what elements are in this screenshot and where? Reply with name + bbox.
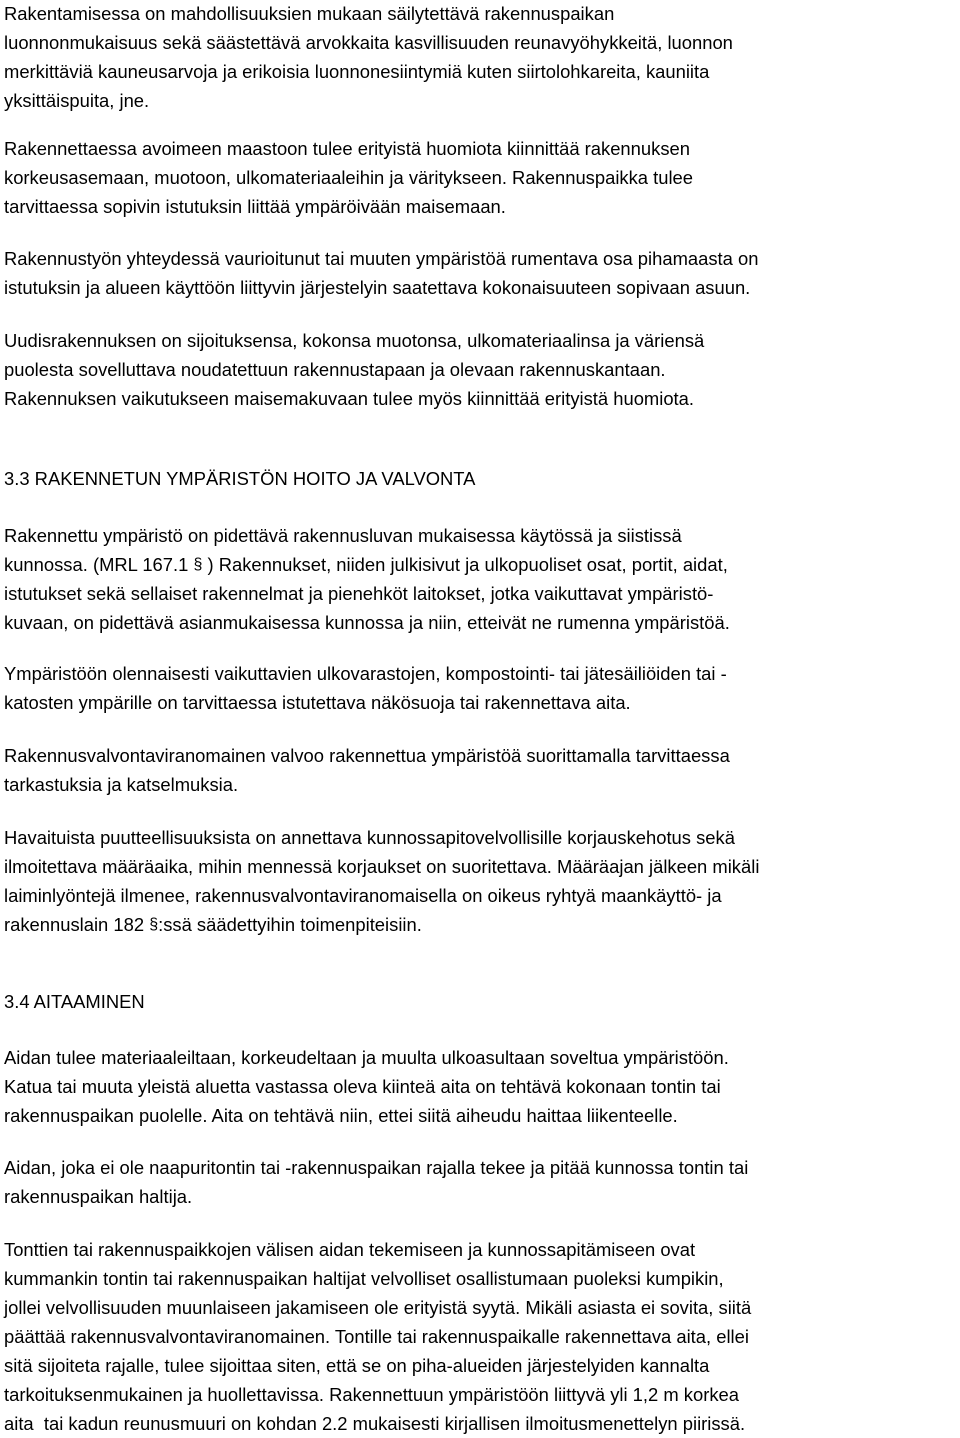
text-line [4,550,730,579]
paragraph-open-terrain [4,134,693,221]
text-fragment: ) Rakennukset, niiden julkisivut ja ulkopuoliset osat, portit, aidat, [202,554,728,575]
paragraph-preservation [4,0,733,115]
text-fragment: kunnossa. (MRL 167.1 [4,554,194,575]
text-line: tarkoituksenmukainen ja huollettavissa. Rakennettuun ympäristöön liittyvä yli 1,2 m korkea [4,1384,739,1405]
text-line: rakennuspaikan haltija. [4,1186,193,1207]
section-heading-3-4: 3.4 AITAAMINEN [4,991,145,1012]
paragraph-shared-fence [4,1235,751,1438]
text-line: rakennuspaikan puolelle. Aita on tehtävä niin, ettei siitä aiheudu haittaa liikenteelle. [4,1105,678,1126]
text-line: sitä sijoiteta rajalle, tulee sijoittaa siten, että se on piha-alueiden järjestelyiden kannalta [4,1355,710,1376]
text-line: jollei velvollisuuden muunlaiseen jakamiseen ole erityistä syytä. Mikäli asiasta ei sovita, siitä [4,1297,752,1318]
text-line: Rakentamisessa on mahdollisuuksien mukaan säilytettävä rakennuspaikan [4,3,615,24]
text-line: tarkastuksia ja katselmuksia. [4,774,239,795]
text-fragment: rakennuslain 182 [4,914,150,935]
text-line: Aidan, joka ei ole naapuritontin tai -rakennuspaikan rajalla tekee ja pitää kunnossa tontin tai [4,1157,749,1178]
text-line: Havaituista puutteellisuuksista on annettava kunnossapitovelvollisille korjauskehotus sekä [4,827,735,848]
text-line: Rakennettaessa avoimeen maastoon tulee erityistä huomiota kiinnittää rakennuksen [4,138,690,159]
text-line: kummankin tontin tai rakennuspaikan haltijat velvolliset osallistumaan puoleksi kumpikin, [4,1268,724,1289]
text-line: päättää rakennusvalvontaviranomainen. Tontille tai rakennuspaikalle rakennettava aita, ellei [4,1326,749,1347]
text-line: istutukset sekä sellaiset rakennelmat ja pienehköt laitokset, jotka vaikuttavat ympäristö- [4,583,714,604]
text-line: kuvaan, on pidettävä asianmukaisessa kunnossa ja niin, etteivät ne rumenna ympäristöä. [4,612,730,633]
text-line: korkeusasemaan, muotoon, ulkomateriaaleihin ja väritykseen. Rakennuspaikka tulee [4,167,694,188]
paragraph-fence-material [4,1043,729,1130]
paragraph-new-building [4,326,704,413]
text-line: tarvittaessa sopivin istutuksin liittää ympäröivään maisemaan. [4,196,506,217]
text-line: Tonttien tai rakennuspaikkojen välisen aidan tekemiseen ja kunnossapitämiseen ovat [4,1239,696,1260]
text-line: yksittäispuita, jne. [4,90,150,111]
text-line [4,910,759,939]
text-line: luonnonmukaisuus sekä säästettävä arvokkaita kasvillisuuden reunavyöhykkeitä, luonnon [4,32,733,53]
text-line: puolesta sovelluttava noudatettuun rakennustapaan ja olevaan rakennuskantaan. [4,359,666,380]
text-line: ilmoitettava määräaika, mihin mennessä korjaukset on suoritettava. Määräajan jälkeen mikäli [4,856,760,877]
paragraph-outdoor-storage [4,659,727,717]
text-line: Rakennuksen vaikutukseen maisemakuvaan tulee myös kiinnittää erityistä huomiota. [4,388,695,409]
text-line: Aidan tulee materiaaleiltaan, korkeudeltaan ja muulta ulkoasultaan soveltua ympäristöön. [4,1047,729,1068]
section-sign: § [149,916,159,933]
text-line: Rakennusvalvontaviranomainen valvoo rakennettua ympäristöä suorittamalla tarvittaessa [4,745,730,766]
paragraph-damaged-yard [4,244,758,302]
text-line: istutuksin ja alueen käyttöön liittyvin järjestelyin saatettava kokonaisuuteen sopivaan asuun. [4,277,751,298]
text-fragment: :ssä säädettyihin toimenpiteisiin. [158,914,422,935]
text-line: laiminlyöntejä ilmenee, rakennusvalvontaviranomaisella on oikeus ryhtyä maankäyttö- ja [4,885,722,906]
text-line: merkittäviä kauneusarvoja ja erikoisia luonnonesiintymiä kuten siirtolohkareita, kauniita [4,61,710,82]
text-line: katosten ympärille on tarvittaessa istutettava näkösuoja tai rakennettava aita. [4,692,631,713]
text-line: Rakennustyön yhteydessä vaurioitunut tai muuten ympäristöä rumentava osa pihamaasta on [4,248,759,269]
section-heading-3-3: 3.3 RAKENNETUN YMPÄRISTÖN HOITO JA VALVONTA [4,468,476,489]
paragraph-fence-owner [4,1153,748,1211]
paragraph-maintained-environment [4,521,730,637]
text-line: Uudisrakennuksen on sijoituksensa, kokonsa muotonsa, ulkomateriaalinsa ja väriensä [4,330,705,351]
section-sign: § [193,556,203,573]
text-line: aita tai kadun reunusmuuri on kohdan 2.2 mukaisesti kirjallisen ilmoitusmenettelyn piirissä. [4,1413,746,1434]
paragraph-deficiencies [4,823,759,939]
text-line: Rakennettu ympäristö on pidettävä rakennusluvan mukaisessa käytössä ja siistissä [4,525,682,546]
paragraph-building-control [4,741,730,799]
text-line: Katua tai muuta yleistä aluetta vastassa oleva kiinteä aita on tehtävä kokonaan tontin tai [4,1076,721,1097]
text-line: Ympäristöön olennaisesti vaikuttavien ulkovarastojen, kompostointi- tai jätesäiliöiden tai - [4,663,727,684]
